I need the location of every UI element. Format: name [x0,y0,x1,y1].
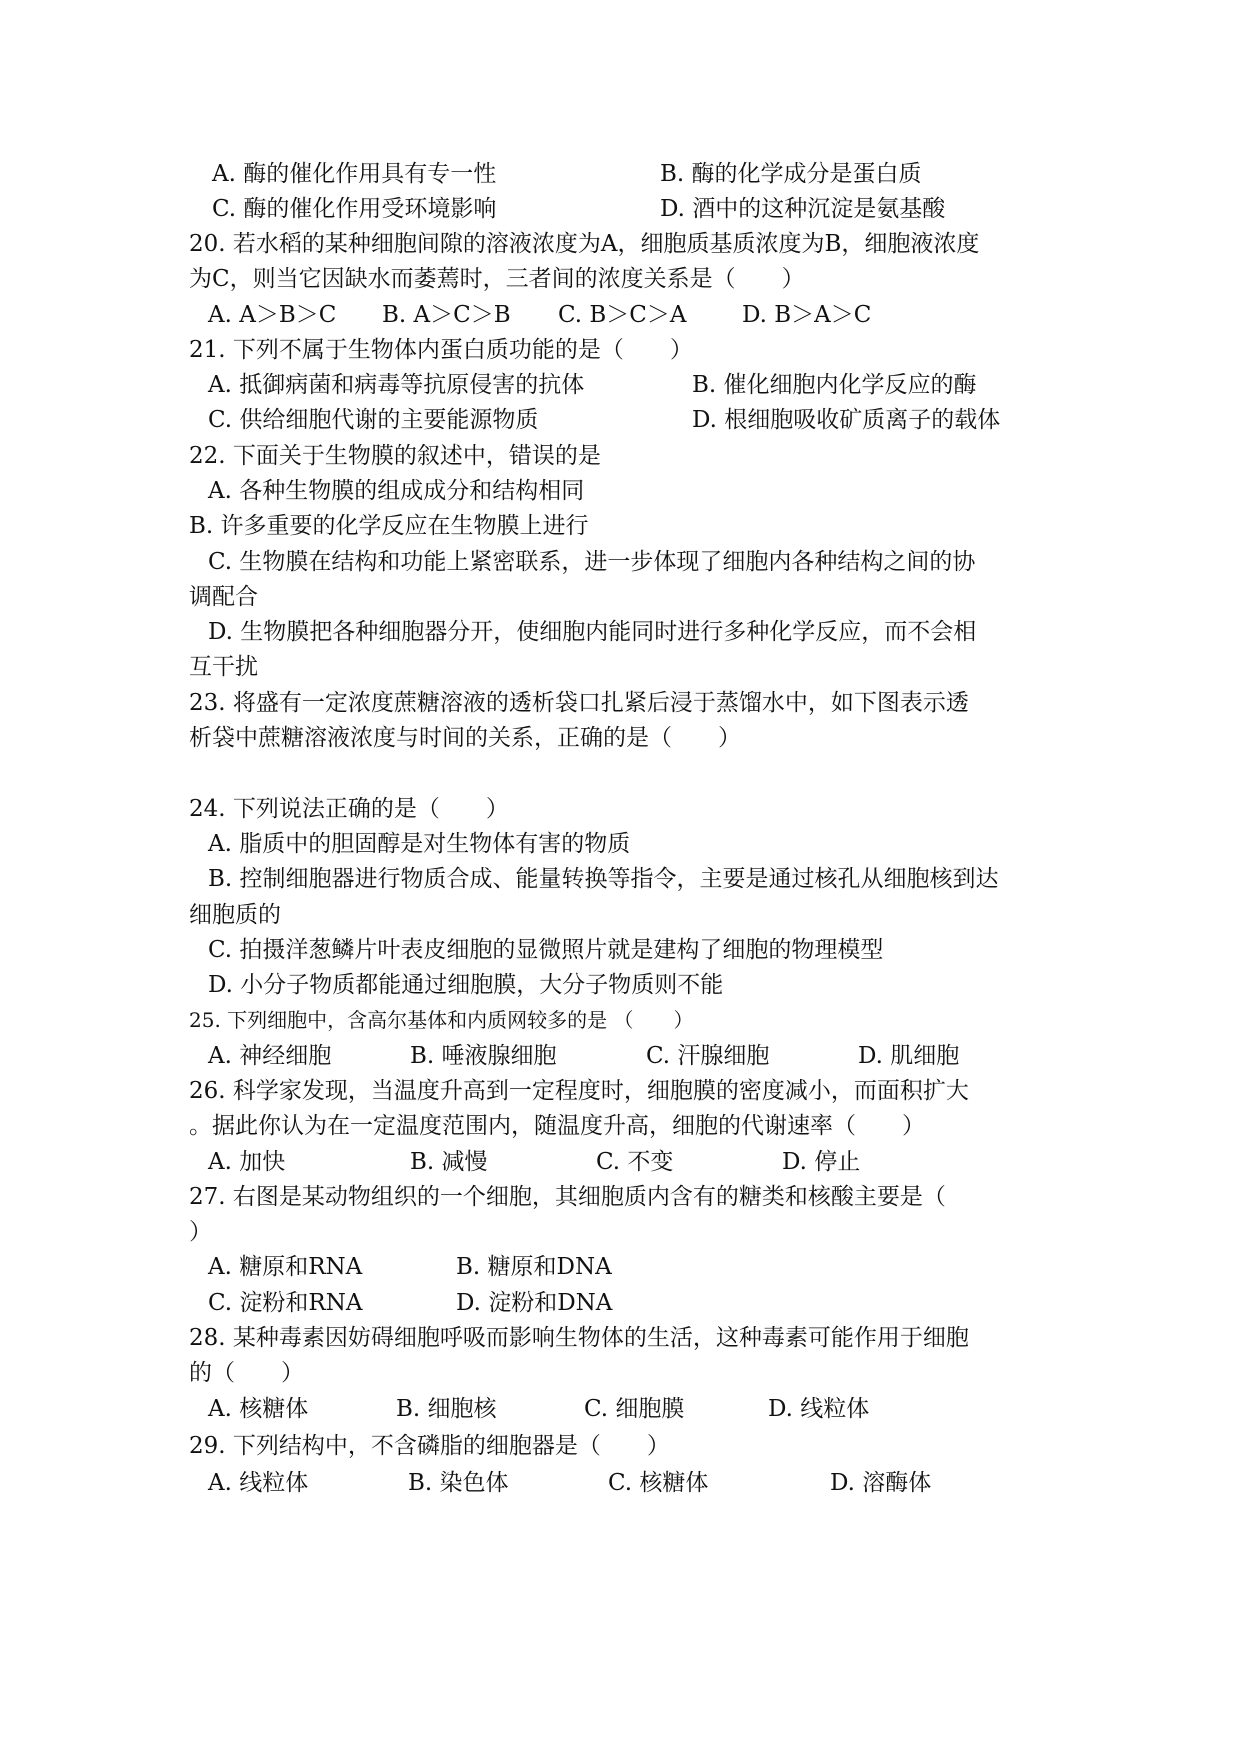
q21-option-c: C. 供给细胞代谢的主要能源物质 [208,407,539,433]
q28-option-a: A. 核糖体 [208,1396,309,1422]
q19-option-b: B. 酶的化学成分是蛋白质 [660,161,922,187]
q26-option-b: B. 减慢 [410,1149,488,1175]
q20-stem-line1: 20. 若水稻的某种细胞间隙的溶液浓度为A，细胞质基质浓度为B，细胞液浓度 [189,231,980,257]
q29-stem: 29. 下列结构中，不含磷脂的细胞器是（ ） [189,1433,670,1459]
q24-option-a: A. 脂质中的胆固醇是对生物体有害的物质 [208,831,631,857]
q26-stem-line2: 。据此你认为在一定温度范围内，随温度升高，细胞的代谢速率（ ） [189,1113,925,1139]
q20-option-c: C. B＞C＞A [558,302,687,328]
q25-option-b: B. 唾液腺细胞 [410,1043,557,1069]
q22-option-a: A. 各种生物膜的组成成分和结构相同 [208,478,585,504]
q20-stem-line2: 为C，则当它因缺水而萎蔫时，三者间的浓度关系是（ ） [189,266,805,292]
q22-option-c-line2: 调配合 [189,584,258,610]
q19-option-a: A. 酶的催化作用具有专一性 [212,161,497,187]
q24-stem: 24. 下列说法正确的是（ ） [189,796,509,822]
q23-stem-line1: 23. 将盛有一定浓度蔗糖溶液的透析袋口扎紧后浸于蒸馏水中，如下图表示透 [189,690,969,716]
q19-option-c: C. 酶的催化作用受环境影响 [212,196,497,222]
q27-option-b: B. 糖原和DNA [456,1254,612,1280]
q24-option-c: C. 拍摄洋葱鳞片叶表皮细胞的显微照片就是建构了细胞的物理模型 [208,937,884,963]
q28-option-c: C. 细胞膜 [584,1396,685,1422]
q28-stem-line2: 的（ ） [189,1360,304,1386]
q27-option-a: A. 糖原和RNA [208,1254,363,1280]
q20-option-a: A. A＞B＞C [208,302,337,328]
q21-option-b: B. 催化细胞内化学反应的酶 [692,372,977,398]
q26-option-a: A. 加快 [208,1149,286,1175]
q29-option-b: B. 染色体 [408,1470,509,1496]
q24-option-b-line1: B. 控制细胞器进行物质合成、能量转换等指令，主要是通过核孔从细胞核到达 [208,866,999,892]
q20-option-b: B. A＞C＞B [382,302,511,328]
q20-option-d: D. B＞A＞C [742,302,872,328]
q22-option-d-line2: 互干扰 [189,654,258,680]
q27-stem-line1: 27. 右图是某动物组织的一个细胞，其细胞质内含有的糖类和核酸主要是（ [189,1184,946,1210]
q22-option-b: B. 许多重要的化学反应在生物膜上进行 [189,513,589,539]
q24-option-b-line2: 细胞质的 [189,902,281,928]
q25-option-a: A. 神经细胞 [208,1043,332,1069]
q22-option-c-line1: C. 生物膜在结构和功能上紧密联系，进一步体现了细胞内各种结构之间的协 [208,549,976,575]
q27-stem-line2: ） [189,1219,212,1245]
q22-option-d-line1: D. 生物膜把各种细胞器分开，使细胞内能同时进行多种化学反应，而不会相 [208,619,977,645]
q28-option-d: D. 线粒体 [768,1396,870,1422]
q25-option-c: C. 汗腺细胞 [646,1043,770,1069]
q27-option-d: D. 淀粉和DNA [456,1290,613,1316]
q26-stem-line1: 26. 科学家发现，当温度升高到一定程度时，细胞膜的密度减小，而面积扩大 [189,1078,969,1104]
q26-option-c: C. 不变 [596,1149,674,1175]
q25-option-d: D. 肌细胞 [858,1043,960,1069]
q29-option-a: A. 线粒体 [208,1470,309,1496]
q29-option-d: D. 溶酶体 [830,1470,932,1496]
q28-stem-line1: 28. 某种毒素因妨碍细胞呼吸而影响生物体的生活，这种毒素可能作用于细胞 [189,1325,969,1351]
q21-option-a: A. 抵御病菌和病毒等抗原侵害的抗体 [208,372,585,398]
q21-stem: 21. 下列不属于生物体内蛋白质功能的是（ ） [189,337,693,363]
q27-option-c: C. 淀粉和RNA [208,1290,363,1316]
q29-option-c: C. 核糖体 [608,1470,709,1496]
q28-option-b: B. 细胞核 [396,1396,497,1422]
q26-option-d: D. 停止 [782,1149,861,1175]
q21-option-d: D. 根细胞吸收矿质离子的载体 [692,407,1001,433]
q22-stem: 22. 下面关于生物膜的叙述中，错误的是 [189,443,601,469]
q19-option-d: D. 酒中的这种沉淀是氨基酸 [660,196,946,222]
q23-stem-line2: 析袋中蔗糖溶液浓度与时间的关系，正确的是（ ） [189,725,741,751]
q24-option-d: D. 小分子物质都能通过细胞膜，大分子物质则不能 [208,972,724,998]
q25-stem: 25. 下列细胞中，含高尔基体和内质网较多的是 （ ） [189,1008,694,1032]
